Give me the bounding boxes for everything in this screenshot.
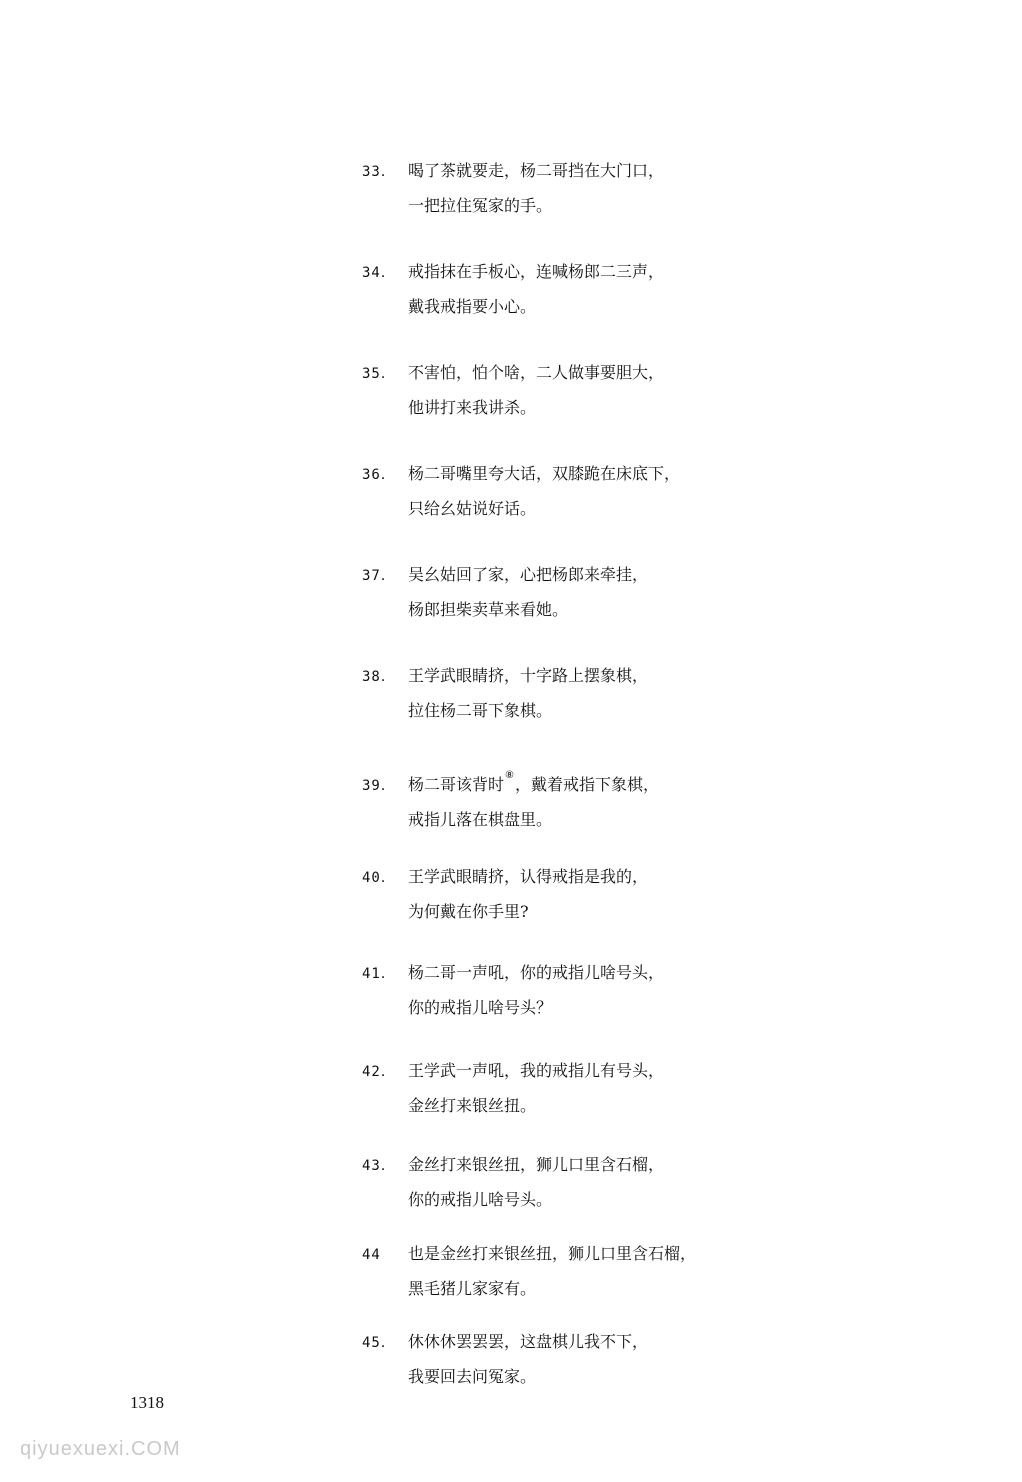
verse-35 — [362, 363, 782, 418]
verse-line-1 — [362, 867, 782, 888]
verse-text: 也是金丝打来银丝扭，狮儿口里含石榴， — [408, 1244, 697, 1263]
verse-line-2: 他讲打来我讲杀。 — [408, 398, 537, 417]
verse-number: 41． — [362, 966, 396, 982]
verse-43 — [362, 1155, 782, 1210]
verse-33 — [362, 161, 782, 216]
verse-number: 36． — [362, 467, 396, 483]
verse-number: 35． — [362, 366, 396, 382]
verse-line-1 — [362, 666, 782, 687]
verse-line-1 — [362, 161, 782, 182]
verse-text: 杨二哥该背时 — [408, 775, 505, 794]
verse-text: 杨二哥一声吼，你的戒指儿啥号头， — [408, 963, 665, 982]
verse-45 — [362, 1332, 782, 1387]
verse-text: 休休休罢罢罢，这盘棋儿我不下， — [408, 1332, 649, 1351]
verse-line-1 — [362, 963, 782, 984]
verse-text: 王学武一声吼，我的戒指儿有号头， — [408, 1061, 665, 1080]
verse-line-2: 杨郎担柴卖草来看她。 — [408, 600, 569, 619]
verse-line-2: 你的戒指儿啥号头？ — [408, 998, 553, 1017]
verse-line-2: 金丝打来银丝扭。 — [408, 1096, 537, 1115]
verse-36 — [362, 464, 782, 519]
verse-line-2: 为何戴在你手里? — [408, 902, 529, 921]
verse-line-2: 戒指儿落在棋盘里。 — [408, 810, 553, 829]
page-number: 1318 — [130, 1393, 164, 1412]
verse-number: 39． — [362, 778, 396, 794]
verse-line-2: 戴我戒指要小心。 — [408, 297, 537, 316]
verse-text: 喝了茶就要走，杨二哥挡在大门口， — [408, 161, 665, 180]
verse-39 — [362, 766, 782, 830]
verse-38 — [362, 666, 782, 721]
verse-37 — [362, 565, 782, 620]
verse-line-2: 你的戒指儿啥号头。 — [408, 1190, 553, 1209]
verse-line-1 — [362, 1244, 782, 1265]
verse-number: 34． — [362, 265, 396, 281]
verse-text: 杨二哥嘴里夸大话，双膝跪在床底下， — [408, 464, 681, 483]
verse-text: 金丝打来银丝扭，狮儿口里含石榴， — [408, 1155, 665, 1174]
verse-line-1 — [362, 1155, 782, 1176]
verse-text-continued: ，戴着戒指下象棋， — [514, 775, 659, 794]
verse-line-1 — [362, 363, 782, 384]
verse-text: 不害怕，怕个啥，二人做事要胆大， — [408, 363, 665, 382]
verse-number: 37． — [362, 568, 396, 584]
verse-line-2: 拉住杨二哥下象棋。 — [408, 701, 553, 720]
footnote-marker: ⑧ — [505, 770, 514, 781]
verse-42 — [362, 1061, 782, 1116]
verse-text: 吴幺姑回了家，心把杨郎来牵挂， — [408, 565, 649, 584]
verse-number: 44 — [362, 1247, 381, 1263]
verse-41 — [362, 963, 782, 1018]
verse-number: 40． — [362, 870, 396, 886]
verse-number: 42． — [362, 1064, 396, 1080]
verse-line-1 — [362, 464, 782, 485]
verse-line-1 — [362, 262, 782, 283]
verse-line-2: 黑毛猪儿家家有。 — [408, 1279, 537, 1298]
verse-line-2: 一把拉住冤家的手。 — [408, 196, 553, 215]
verse-text: 王学武眼睛挤，认得戒指是我的， — [408, 867, 649, 886]
verse-34 — [362, 262, 782, 317]
verse-line-1 — [362, 1061, 782, 1082]
verse-text: 戒指抹在手板心，连喊杨郎二三声， — [408, 262, 665, 281]
verse-line-2: 只给幺姑说好话。 — [408, 499, 537, 518]
watermark: qiyuexuexi.COM — [20, 1438, 181, 1460]
verse-line-2: 我要回去问冤家。 — [408, 1367, 537, 1386]
verse-number: 43． — [362, 1158, 396, 1174]
verse-number: 38． — [362, 669, 396, 685]
verse-number: 45． — [362, 1335, 396, 1351]
verse-line-1 — [362, 766, 782, 796]
verse-40 — [362, 867, 782, 922]
verse-number: 33． — [362, 164, 396, 180]
verse-44 — [362, 1244, 782, 1299]
verse-text: 王学武眼睛挤，十字路上摆象棋， — [408, 666, 649, 685]
verse-line-1 — [362, 565, 782, 586]
verse-line-1 — [362, 1332, 782, 1353]
